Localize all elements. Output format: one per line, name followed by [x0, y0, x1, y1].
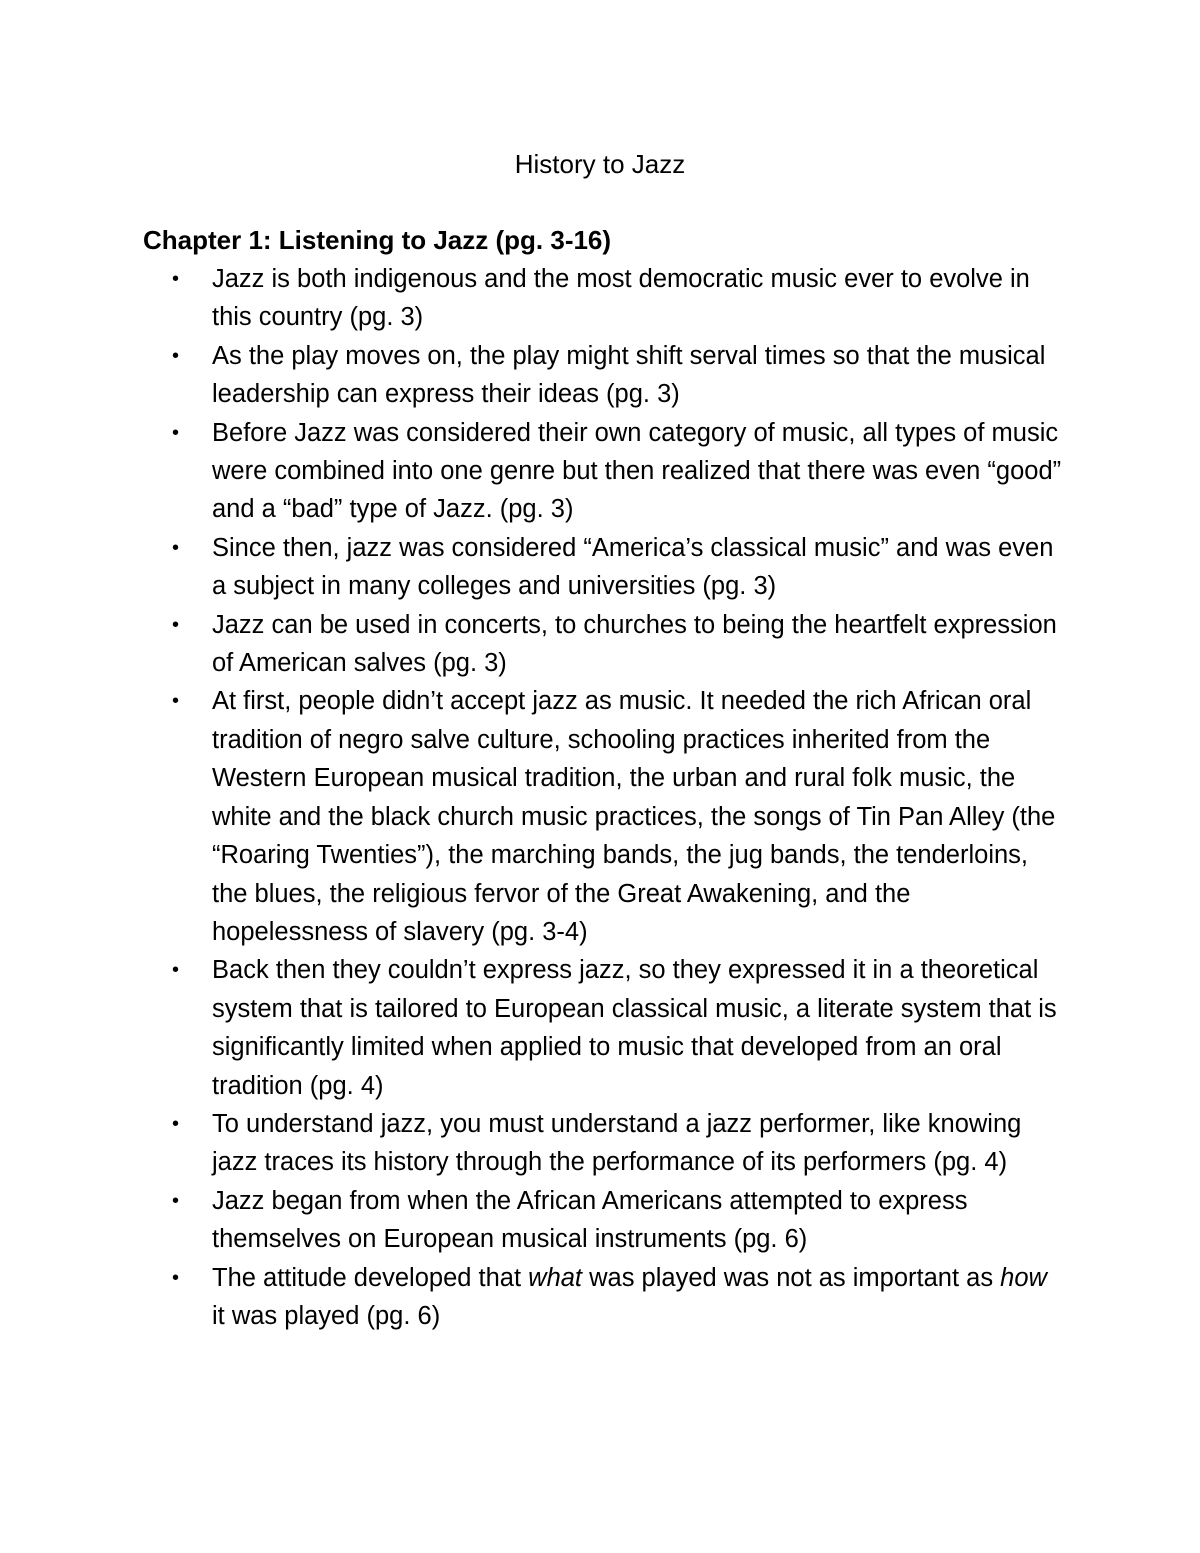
note-text: Since then, jazz was considered “America’s classical music” and was even a subject in many colleges and universities (pg. 3) — [212, 533, 1054, 601]
document-title: History to Jazz — [514, 149, 686, 179]
bullet-icon: • — [172, 1266, 180, 1289]
note-text: Before Jazz was considered their own category of music, all types of music were combined into one genre but then realized that there was even “good” and a “bad” type of Jazz. (pg. 3) — [212, 418, 1062, 524]
bullet-icon: • — [172, 421, 180, 444]
bullet-icon: • — [172, 1189, 180, 1212]
note-text: Jazz is both indigenous and the most democratic music ever to evolve in this country (pg. 3) — [212, 265, 1030, 332]
note-text: Jazz can be used in concerts, to churches to being the heartfelt expression of American salves (pg. 3) — [212, 610, 1057, 678]
notes-list — [172, 260, 1062, 1335]
bullet-icon: • — [172, 268, 180, 290]
list-item — [172, 682, 1062, 951]
note-text — [212, 1259, 1062, 1336]
note-text: As the play moves on, the play might shift serval times so that the musical leadership can express their ideas (pg. 3) — [212, 341, 1046, 409]
list-item — [172, 1259, 1062, 1336]
emphasis-how: how — [1000, 1263, 1047, 1292]
note-text-part: it was played (pg. 6) — [212, 1301, 441, 1330]
note-text-part: The attitude developed that — [212, 1263, 529, 1292]
list-item — [172, 529, 1062, 606]
note-text: At first, people didn’t accept jazz as music. It needed the rich African oral tradition of negro salve culture, schooling practices inherited from the Western European musical tradition, the urban and rural folk music, the white and the black church music practices, the songs of Tin Pan Alley (the “Roaring Twenties”), the marching bands, the jug bands, the tenderloins, the blues, the religious fervor of the Great Awakening, and the hopelessness of slavery (pg. 3-4) — [212, 687, 1056, 946]
note-text: To understand jazz, you must understand a jazz performer, like knowing jazz traces its history through the performance of its performers (pg. 4) — [212, 1109, 1022, 1177]
bullet-icon: • — [172, 1112, 180, 1135]
list-item — [172, 414, 1062, 529]
list-item — [172, 260, 1062, 337]
note-text-part: was played was not as important as — [582, 1263, 1001, 1292]
bullet-icon: • — [172, 536, 180, 559]
list-item — [172, 951, 1062, 1105]
note-text: Jazz began from when the African Americans attempted to express themselves on European musical instruments (pg. 6) — [212, 1186, 968, 1254]
bullet-icon: • — [172, 690, 180, 713]
chapter-heading: Chapter 1: Listening to Jazz (pg. 3-16) — [143, 225, 612, 255]
bullet-icon: • — [172, 344, 180, 367]
list-item — [172, 606, 1062, 683]
bullet-icon: • — [172, 959, 180, 982]
list-item — [172, 337, 1062, 414]
bullet-icon: • — [172, 613, 180, 636]
emphasis-what: what — [528, 1263, 583, 1292]
note-text: Back then they couldn’t express jazz, so they expressed it in a theoretical system that is tailored to European classical music, a literate system that is significantly limited when applied to music that developed from an oral tradition (pg. 4) — [212, 956, 1057, 1100]
list-item — [172, 1105, 1062, 1182]
list-item — [172, 1182, 1062, 1259]
